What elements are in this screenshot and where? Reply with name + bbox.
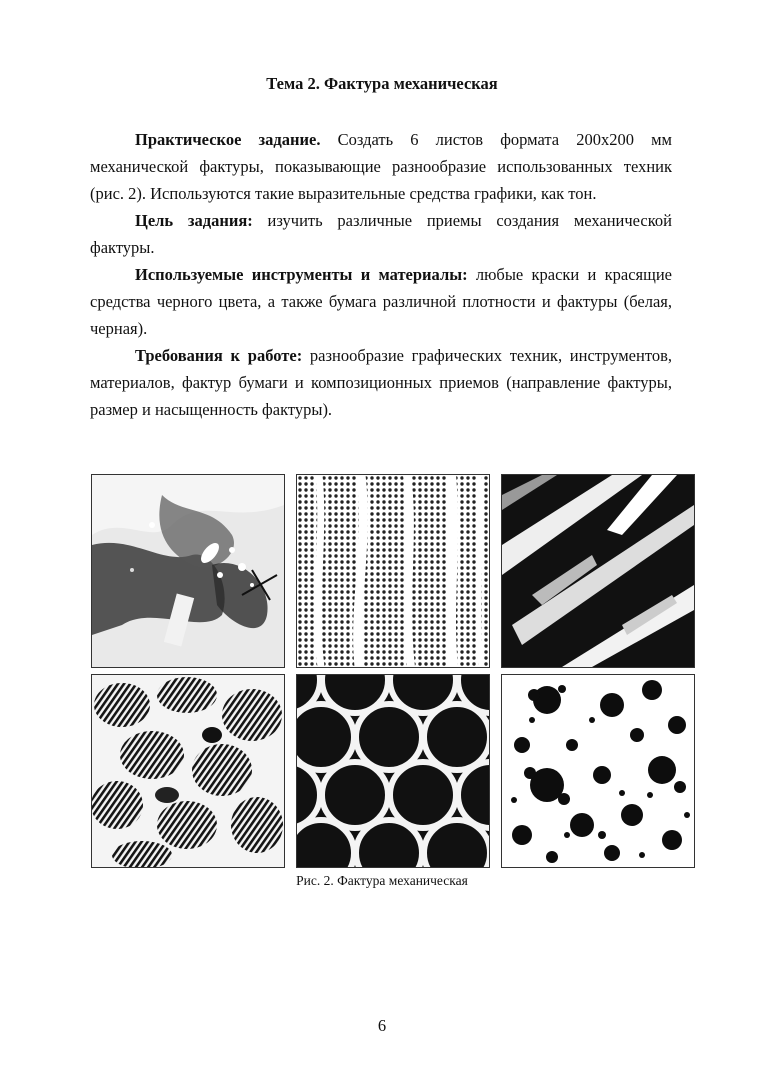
diagonal-brush-texture (501, 474, 695, 668)
paragraph-task (90, 126, 672, 207)
paragraph-lead: Практическое задание. (135, 130, 321, 149)
paragraph-materials (90, 261, 672, 342)
crosshatch-stamp-texture (91, 674, 285, 868)
paragraph-text: разнообразие графических техник, инструментов, материалов, фактур бумаги и композиционных приемов (направление фактуры, размер и насыщенность фактуры). (90, 346, 672, 419)
body-text (90, 126, 672, 423)
paragraph-goal (90, 207, 672, 261)
texture-figure (91, 474, 693, 866)
paragraph-lead: Цель задания: (135, 211, 253, 230)
ink-blot-texture (501, 674, 695, 868)
dotted-stripes-texture (296, 474, 490, 668)
page-title: Тема 2. Фактура механическая (266, 74, 498, 93)
paragraph-text: Создать 6 листов формата 200x200 мм механической фактуры, показывающие разнообразие использованных техник (рис. 2). Используются такие выразительные средства графики, как тон. (90, 130, 672, 203)
paragraph-text: любые краски и красящие средства черного цвета, а также бумага различной плотности и фактуры (белая, черная). (90, 265, 672, 338)
paragraph-lead: Требования к работе: (135, 346, 303, 365)
circle-rings-texture (296, 674, 490, 868)
paragraph-requirements (90, 342, 672, 423)
paragraph-lead: Используемые инструменты и материалы: (135, 265, 468, 284)
paragraph-text: изучить различные приемы создания механической фактуры. (90, 211, 672, 257)
figure-caption: Рис. 2. Фактура механическая (296, 873, 468, 888)
marbled-stain-texture (91, 474, 285, 668)
page-number: 6 (377, 1016, 387, 1035)
